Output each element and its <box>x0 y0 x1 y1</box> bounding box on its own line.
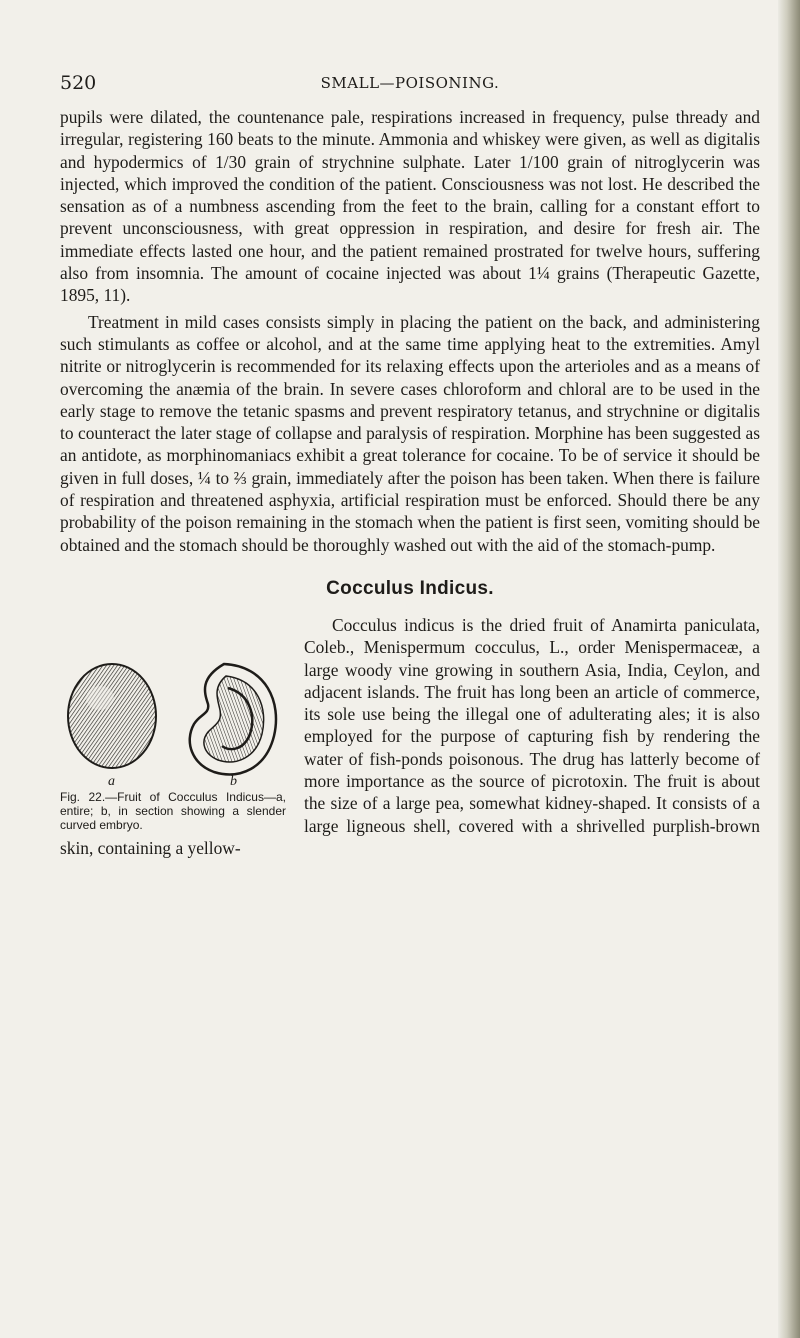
figure-label-a: a <box>108 773 115 788</box>
paragraph-case-report: pupils were dilated, the countenance pale, respirations increased in frequency, pulse thready and irregular, registering 160 beats to the minute. Ammonia and whiskey were given, as well as digitalis and hypodermics of 1/30 grain of strychnine sulphate. Later 1/100 grain of nitroglycerin was injected, which improved the condition of the patient. Consciousness was not lost. He described the sensation as of a numbness ascending from the feet to the brain, calling for a constant effort to prevent unconsciousness, with great oppression in respiration, and desire for fresh air. The immediate effects lasted one hour, and the patient remained prostrated for twelve hours, suffering also from insomnia. The amount of cocaine injected was about 1¼ grains (Therapeutic Gazette, 1895, 11). <box>60 107 760 306</box>
book-page <box>60 72 760 859</box>
figure-label-b: b <box>230 773 237 788</box>
page-header <box>60 72 760 106</box>
paragraph-cocculus: Cocculus indicus is the dried fruit of Anamirta paniculata, Coleb., Menispermum cocculus, L., order Menispermaceæ, a large woody vine growing in southern Asia, India, Ceylon, and adjacent islands. The fruit has long been an article of commerce, its sole use being the illegal one of adulterating ales; it is also employed for the purpose of capturing fish by rendering the water of fish-ponds poisonous. The drug has latterly become of more importance as the source of picrotoxin. The fruit is about the size of a large pea, somewhat kidney-shaped. It consists of a large ligneous shell, covered with a shrivelled purplish-brown skin, containing a yellow- <box>60 614 760 858</box>
fruit-entire-shape <box>68 664 156 768</box>
section-heading: Cocculus Indicus. <box>326 577 494 599</box>
running-title: SMALL—POISONING. <box>320 74 500 92</box>
fruit-illustration <box>60 658 286 788</box>
paragraph-treatment: Treatment in mild cases consists simply in placing the patient on the back, and administering such stimulants as coffee or alcohol, and at the same time applying heat to the extremities. Amyl nitrite or nitroglycerin is recommended for its relaxing effects upon the arterioles and as a means of overcoming the anæmia of the brain. In severe cases chloroform and chloral are to be used in the early stage to remove the tetanic spasms and prevent respiratory tetanus, and strychnine or digitalis to counteract the later stage of collapse and paralysis of respiration. Morphine has been suggested as an antidote, as morphinomaniacs exhibit a great tolerance for cocaine. To be of service it should be given in full doses, ¼ to ⅔ grain, immediately after the poison has been taken. When there is failure of respiration and threatened asphyxia, artificial respiration must be enforced. Should there be any probability of the poison remaining in the stomach when the patient is first seen, vomiting should be obtained and the stomach should be thoroughly washed out with the aid of the stomach-pump. <box>60 311 760 555</box>
page-edge-shadow <box>778 0 800 1338</box>
page-number: 520 <box>60 72 97 94</box>
figure-cocculus-fruit <box>60 658 286 832</box>
figure-caption: Fig. 22.—Fruit of Cocculus Indicus—a, entire; b, in section showing a slender curved embryo. <box>60 789 286 832</box>
